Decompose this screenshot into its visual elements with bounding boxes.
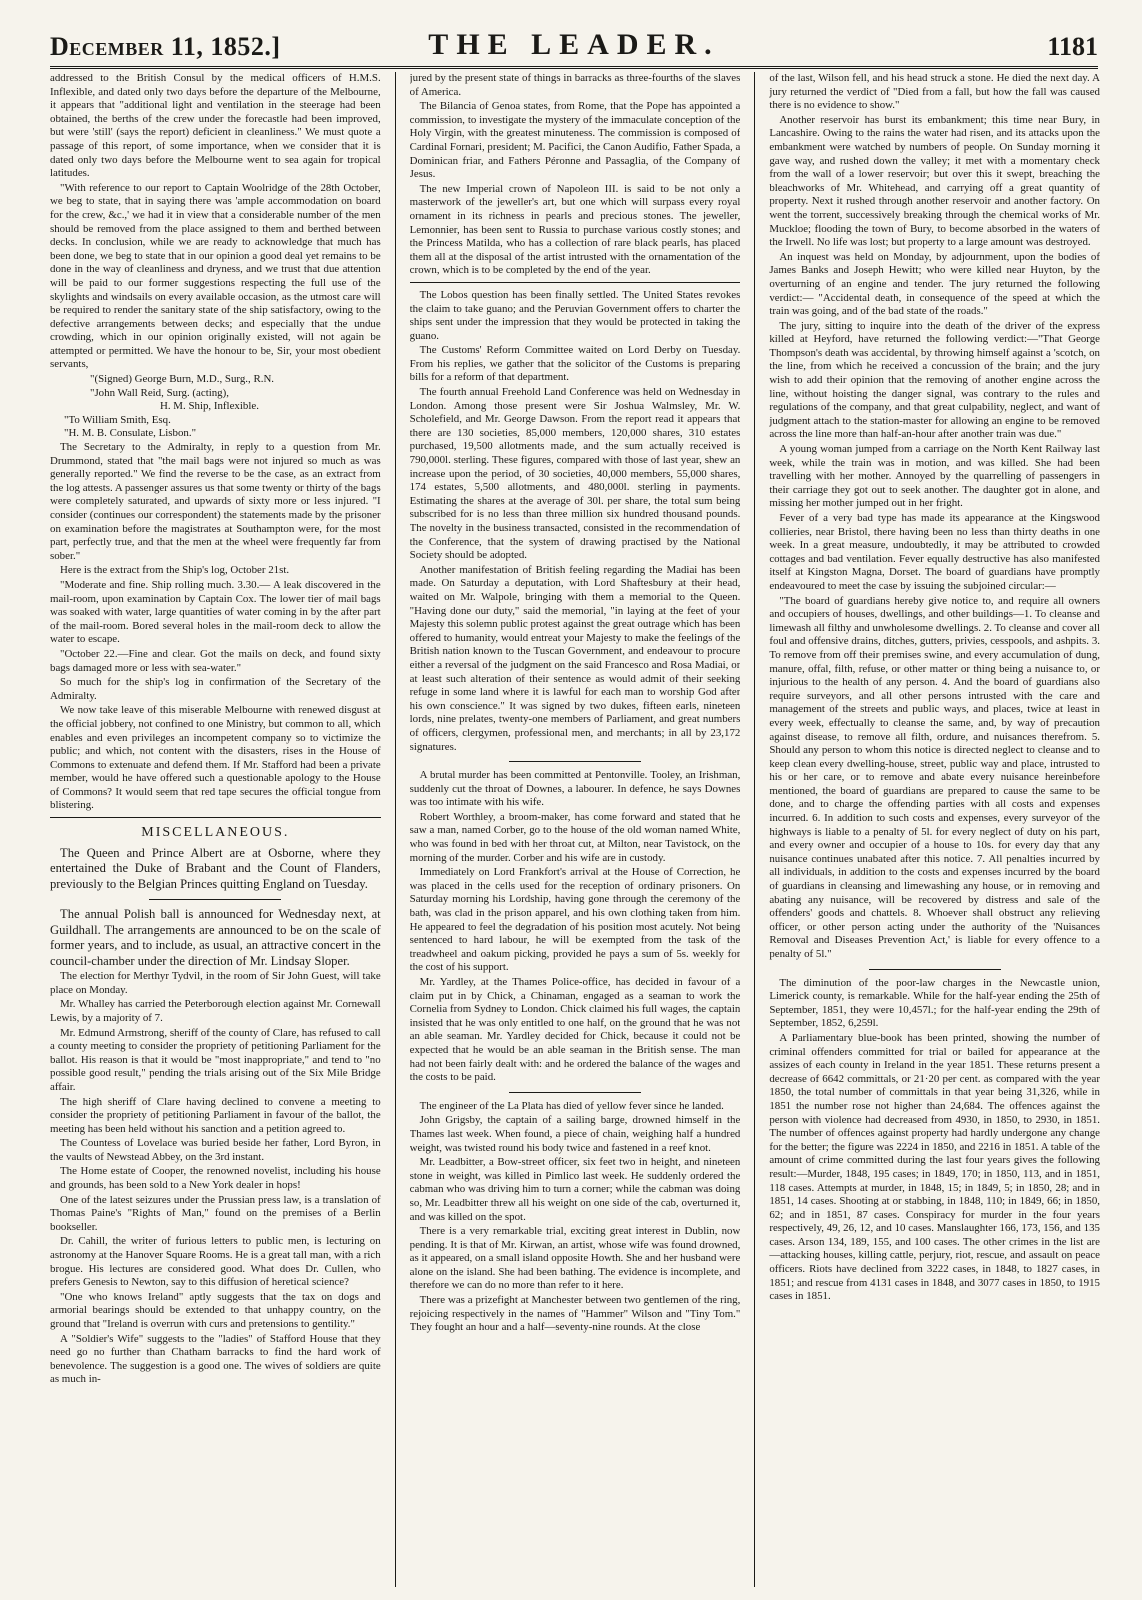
signature: "John Wall Reid, Surg. (acting), — [90, 386, 229, 399]
paragraph: The election for Merthyr Tydvil, in the room of Sir John Guest, will take place on Monday. — [50, 970, 381, 996]
paragraph: John Grigsby, the captain of a sailing barge, drowned himself in the Thames last week. When found, a piece of chain, weighing half a hundred weight, was twisted round his body twice and fastened in a reef knot. — [409, 1114, 741, 1154]
address-line: "H. M. B. Consulate, Lisbon." — [64, 427, 197, 440]
paragraph: Mr. Whalley has carried the Peterborough election against Mr. Cornewall Lewis, by a majority of 7. — [50, 998, 381, 1024]
paragraph: "Moderate and fine. Ship rolling much. 3.30.— A leak discovered in the mail-room, upon examination by Captain Cox. The lower tier of mail bags was soaked with water, large quantities of water coming in by the after part of the mail-room. Bored several holes in the mail-room deck to allow the water to escape. — [50, 578, 381, 646]
paragraph: The engineer of the La Plata has died of yellow fever since he landed. — [419, 1099, 724, 1112]
article-columns — [50, 72, 1100, 1587]
paragraph: jured by the present state of things in barracks as three-fourths of the slaves of America. — [409, 72, 741, 98]
signature: H. M. Ship, Inflexible. — [160, 400, 259, 413]
paragraph: The fourth annual Freehold Land Conference was held on Wednesday in London. Among those present were Sir Joshua Walmsley, Mr. W. Scholefield, and Mr. George Dawson. From the report read it appears that there are 130 societies, 85,000 members, 120,000 shares, 310 estates purchased, 19,500 allotments made, and the sum actually received is 790,000l. sterling. These figures, compared with those of last year, shew an increase upon the period, of 30 societies, 40,000 members, 55,000 shares, 174 estates, 5,500 allotments, and 480,000l. sterling in payments. Estimating the shares at the average of 30l. per share, the total sum being subscribed for is no less than three million six hundred thousand pounds. The novelty in the business transacted, consisted in the recommendation of the Conference, that the system of drawing practised by the National Society should be adopted. — [409, 386, 741, 562]
rule — [869, 969, 1001, 970]
paragraph: Immediately on Lord Frankfort's arrival at the House of Correction, he was placed in the cells used for the reception of ordinary prisoners. On Saturday morning his Lordship, having gone through the ceremony of the bath, was clad in the prison apparel, and his own clothing taken from him. He appeared to feel the degradation of his position most acutely. Not being sentenced to hard labour, he will be exempted from the task of the treadwheel and oakum picking, provided he pays a sum of 5s. weekly for the cost of his support. — [409, 866, 741, 974]
masthead — [50, 22, 1098, 69]
paragraph: Fever of a very bad type has made its appearance at the Kingswood collieries, near Bristol, there having been no less than thirty deaths in one week. In a great measure, undoubtedly, it may be attributed to crowded cottages and bad ventilation. Fever equally destructive has also manifested itself at Kingston Magna, Dorset. The board of guardians have promptly endeavoured to meet the case by issuing the subjoined circular:— — [769, 512, 1100, 592]
paragraph: "October 22.—Fine and clear. Got the mails on deck, and found sixty bags damaged more or less with sea-water." — [50, 647, 381, 674]
page-number: 1181 — [1047, 32, 1098, 61]
paragraph: So much for the ship's log in confirmation of the Secretary of the Admiralty. — [50, 676, 381, 702]
signature: "(Signed) George Burn, M.D., Surg., R.N. — [90, 373, 275, 386]
column-rule — [754, 72, 755, 1587]
paragraph: The Customs' Reform Committee waited on Lord Derby on Tuesday. From his replies, we gather that the solicitor of the Customs is preparing bills for a reform of that department. — [409, 344, 741, 384]
paragraph: The Queen and Prince Albert are at Osborne, where they entertained the Duke of Brabant and the Count of Flanders, previously to the Belgian Princes quitting England on Tuesday. — [50, 845, 381, 891]
section-heading: MISCELLANEOUS. — [141, 825, 290, 841]
section-divider — [410, 282, 741, 283]
paragraph: Dr. Cahill, the writer of furious letters to public men, is lecturing on astronomy at the Hanover Square Rooms. He is a great tall man, with a rich brogue. His lectures are considered good. What does Dr. Cullen, who prefers Genesis to Newton, say to this diffusion of heretical science? — [50, 1235, 381, 1289]
address-line: "To William Smith, Esq. — [64, 413, 171, 426]
paragraph: Another reservoir has burst its embankment; this time near Bury, in Lancashire. Owing to the rains the water had risen, and its attacks upon the embankment were watched by numbers of people. On Sunday morning it gave way, and rushed down the valley; it met with a momentary check from the wall of a lower reservoir; but over this it swept, breaching the bleachworks of Mr. Whitehead, and carrying off a great quantity of property. Next it rushed through another reservoir and another factory. On went the torrent, successively breaking through the chemical works of Mr. Muckloe; flooding the town of Bury, to become absorbed in the waters of the Irwell. No life was lost; but property to a large amount was destroyed. — [769, 113, 1100, 249]
paragraph: addressed to the British Consul by the medical officers of H.M.S. Inflexible, and dated only two days before the departure of the Melbourne, it appears that "additional light and ventilation in the steerage had been obtained, the berths of the crew under the forecastle had been improved, but were 'still' (says the report) deficient in cleanliness." We must quote a passage of this report, of some importance, when we consider that it is dated only two days before the Melbourne went to sea again for tropical latitudes. — [50, 72, 381, 180]
paragraph: A "Soldier's Wife" suggests to the "ladies" of Stafford House that they need go no further than Chatham barracks to find the hard work of benevolence. The suggestion is a good one. The wives of soldiers are quite as much in- — [50, 1332, 381, 1386]
section-divider — [50, 817, 381, 818]
paragraph: An inquest was held on Monday, by adjournment, upon the bodies of James Banks and Joseph Hewitt; who were killed near Huyton, by the overturning of an engine and tender. The jury returned the following verdict:— "Accidental death, in consequence of the speed at which the train was going, and of the bad state of the roads." — [769, 250, 1100, 318]
paragraph: The annual Polish ball is announced for Wednesday next, at Guildhall. The arrangements are announced to be on the scale of former years, and to include, as usual, an attractive concert in the council-chamber under the direction of Mr. Lindsay Sloper. — [50, 907, 381, 968]
paragraph: There is a very remarkable trial, exciting great interest in Dublin, now pending. It is that of Mr. Kirwan, an artist, whose wife was found drowned, as it appeared, on a small island opposite Howth. She and her husband were alone on the island. She had been bathing. The evidence is incomplete, and therefore we can do no more than refer to it here. — [409, 1225, 741, 1292]
paragraph: A Parliamentary blue-book has been printed, showing the number of criminal offenders committed for trial or bailed for appearance at the assizes of each county in Ireland in the year 1851. These returns present a decrease of 6642 committals, or 21·20 per cent. as compared with the year 1850, the total number of committals in that year being 31,326, while in 1851 the number rose not higher than 24,684. The offences against the person with violence had decreased from 4930, in 1850, to 2930, in 1851. The number of offences against property had hardly undergone any change for the better; the figure was 2224 in 1850, and 2216 in 1851. A table of the amount of crime committed during the last four years gives the following result:—Murder, 1848, 195 cases; in 1849, 170; in 1850, 113, and in 1851, 118 cases. Attempts at murder, in 1848, 15; in 1849, 5; in 1850, 28; and in 1851, 14 cases. Shooting at or stabbing, in 1848, 110; in 1849, 66; in 1850, 62; and in 1851, 87 cases. Conspiracy for murder in the four years respectively, 49, 26, 12, and 10 cases. Manslaughter 166, 173, 156, and 135 cases. Arson 134, 189, 155, and 100 cases. The other crimes in the list are —attacking houses, killing cattle, perjury, riot, rescue, and assault on peace officers. Riots have declined from 3222 cases, in 1848, to 1827 cases, in 1851; and rescue from 4131 cases in 1848, and 3077 cases in 1850, to 1915 cases in 1851. — [769, 1031, 1100, 1303]
paragraph: The diminution of the poor-law charges in the Newcastle union, Limerick county, is remarkable. While for the half-year ending the 25th of September, 1851, they were 10,457l.; for the half-year ending the 29th of September, 1852, 6,259l. — [769, 976, 1100, 1030]
paragraph: Mr. Edmund Armstrong, sheriff of the county of Clare, has refused to call a county meeting to consider the propriety of petitioning Parliament for the ballot. His reason is that it would be "most inappropriate," and tend to "no possible good result," pending the trials arising out of the Six Mile Bridge affair. — [50, 1026, 381, 1093]
paragraph: The new Imperial crown of Napoleon III. is said to be not only a masterwork of the jeweller's art, but one which will surpass every royal ornament in its richness in pearls and precious stones. The jeweller, Lemonnier, has been sent to Russia to purchase various costly stones; and the Princess Matilda, who has a collection of rare black pearls, has placed them all at the disposal of the artist intrusted with the ornamentation of the crown, which is to be completed by the end of the year. — [409, 182, 741, 277]
column-3 — [769, 72, 1100, 1587]
issue-date: December 11, 1852.] — [50, 32, 281, 61]
paragraph: A young woman jumped from a carriage on the North Kent Railway last week, while the train was in motion, and was killed. She had been travelling with her mother. Annoyed by the quarrelling of passengers in their carriage they got out to seek another. The daughter got in alone, and missing her mother jumped out in her fright. — [769, 443, 1100, 510]
paragraph: A brutal murder has been committed at Pentonville. Tooley, an Irishman, suddenly cut the throat of Downes, a labourer. In defence, he says Downes was too intimate with his wife. — [409, 769, 741, 809]
rule — [509, 761, 641, 762]
column-rule — [395, 72, 396, 1587]
paragraph: "One who knows Ireland" aptly suggests that the tax on dogs and armorial bearings should be extended to that unhappy country, on the ground that "Ireland is overrun with curs and pretensions to gentility." — [50, 1290, 381, 1330]
paragraph: The Lobos question has been finally settled. The United States revokes the claim to take guano; and the Peruvian Government offers to charter the ships sent under the impression that they would be protected in taking the guano. — [409, 288, 741, 342]
paragraph: The Secretary to the Admiralty, in reply to a question from Mr. Drummond, stated that "the mail bags were not injured so much as was generally reported." We find the reverse to be the case, as an extract from the log attests. A passenger assures us that some twenty or thirty of the bags were completely saturated, and upwards of sixty more or less injured. "I consider (continues our correspondent) the statements made by the prisoner on examination before the magistrates at Southampton were, for the most part, perfectly true, and that the men at the wheel were frequently far from sober." — [50, 441, 381, 562]
paragraph: There was a prizefight at Manchester between two gentlemen of the ring, rejoicing respectively in the names of "Hammer" Wilson and "Tiny Tom." They fought an hour and a half—seventy-nine rounds. At the close — [409, 1294, 741, 1334]
paragraph: We now take leave of this miserable Melbourne with renewed disgust at the official jobbery, not confined to one Ministry, but common to all, which enables and even privileges an incompetent company so to victimize the public; and which, not content with the disasters, rises in the House of Commons to extenuate and defend them. If Mr. Stafford had been a private member, would he have offered such a questionable apology to the House of Commons? It would seem that red tape secures the official tongue from blistering. — [50, 704, 381, 812]
paragraph: The high sheriff of Clare having declined to convene a meeting to consider the propriety of petitioning Parliament in favour of the ballot, the meeting has been held without his sanction and a petition agreed to. — [50, 1095, 381, 1135]
paragraph: Here is the extract from the Ship's log, October 21st. — [60, 564, 290, 577]
paragraph: The Countess of Lovelace was buried beside her father, Lord Byron, in the vaults of Newstead Abbey, on the 3rd instant. — [50, 1137, 381, 1163]
paragraph: The Bilancia of Genoa states, from Rome, that the Pope has appointed a commission, to investigate the mystery of the immaculate conception of the Holy Virgin, with the greatest minuteness. The commission is composed of Cardinal Fornari, president; M. Pacifici, the Canon Audifio, Father Spada, a Dominican friar, and Fathers Péronne and Passaglia, of the Company of Jesus. — [409, 100, 741, 181]
paragraph: The jury, sitting to inquire into the death of the driver of the express killed at Heyford, have returned the following verdict:—"That George Thompson's death was accidental, by throwing himself against a 'scotch, on the line, from which he received a concussion of the brain; and the jury wish to add their opinion that the removing of another engine across the line, without hoisting the danger signal, was contrary to the rules and regulations of the company, and that great culpability, neglect, and want of judgment attach to the station-master for allowing an engine to be removed across the line more than half-an-hour after another train was due." — [769, 319, 1100, 441]
paragraph: Mr. Leadbitter, a Bow-street officer, six feet two in height, and nineteen stone in weight, was killed in Pimlico last week. He suddenly ordered the cabman who was driving him to turn a corner; while the cabman was doing so, Mr. Leadbitter threw all his weight on one side of the cab, overturned it, and was killed on the spot. — [409, 1156, 741, 1223]
paragraph: Robert Worthley, a broom-maker, has come forward and stated that he saw a man, named Corber, go to the house of the old woman named White, who was found in bed with her throat cut, at Milton, near Tavistock, on the morning of the murder. Corber and his wife are in custody. — [409, 810, 741, 864]
rule — [149, 899, 281, 900]
paragraph: One of the latest seizures under the Prussian press law, is a translation of Thomas Paine's "Rights of Man," found on the premises of a Berlin bookseller. — [50, 1193, 381, 1233]
column-1 — [50, 72, 381, 1587]
rule — [509, 1092, 641, 1093]
paragraph: of the last, Wilson fell, and his head struck a stone. He died the next day. A jury returned the verdict of "Died from a fall, but how the fall was caused there is no evidence to show." — [769, 72, 1100, 112]
column-2 — [410, 72, 741, 1587]
paragraph: Mr. Yardley, at the Thames Police-office, has decided in favour of a claim put in by Chick, a Chinaman, engaged as a seaman to work the Cornelia from Sydney to London. Chick claimed his full wages, the captain insisted that he was only entitled to one half, on the ground that he was not an able seaman. Mr. Yardley decided for Chick, because it could not be expected that he would be an able seaman in the British sense. The man had not been fairly dealt with: and he ordered the balance of the wages and the costs to be paid. — [409, 976, 741, 1084]
paragraph: "The board of guardians hereby give notice to, and require all owners and occupiers of houses, dwellings, and other buildings—1. To cleanse and limewash all filthy and unwholesome dwellings. 2. To cleanse and cover all foul and offensive drains, ditches, gutters, privies, cesspools, and ashpits. 3. To remove from off their premises swine, and every accumulation of dung, manure, offal, filth, refuse, or other matter or thing being a nuisance to, or injurious to the health of any person. 4. And the board of guardians also require surveyors, and all other persons intrusted with the care and management of the streets and public ways, and places, twice at least in every week, effectually to cleanse the same, and, by way of precaution against disease, to remove all filth, ordure, and nuisances therefrom. 5. Should any person to whom this notice is directed neglect to cleanse and to keep clean every dwelling-house, street, public way and place, intrusted to his or her care, or to remove and abate every nuisance hereinbefore mentioned, the board of guardians are prepared to cause the same to be done, and to charge the offending parties with all costs and expenses incurred. 6. In addition to such costs and expenses, every surveyor of the highways is liable to a penalty of 5l. for every neglect of duty on his part, and every owner and occupier of a house to 10s. for every day that any nuisance continues unabated after this notice. 7. All penalties incurred by all individuals, in addition to the costs and expenses incurred by the board of guardians in cleansing and limewashing any house, or in removing and abating any nuisance, will be recovered by distress and sale of the offenders' goods and chattels. 8. Whoever shall obstruct any relieving officer, or other person acting under the authority of the 'Nuisances Removal and Diseases Prevention Act,' is liable for every offence to a penalty of 5l." — [769, 594, 1100, 960]
newspaper-title: THE LEADER. — [428, 28, 720, 61]
paragraph: "With reference to our report to Captain Woolridge of the 28th October, we beg to state, that in saying there was 'ample accommodation on board for the crew, &c.,' we had it in view that a considerable number of the men should be removed from the place assigned to them and berthed between decks. In conclusion, while we are ready to acknowledge that much has been done, we beg to state that in our opinion a good deal yet remains to be done in the way of cleanliness and dryness, and we trust that due attention will be paid to our former suggestions respecting the full use of the skylights and windsails on every available occasion, as the utmost care will be required to render the sanitary state of the ship satisfactory, owing to the defective arrangements between decks; and especially that the undue crowding, which in our opinion originally existed, will not again be attempted or permitted. We have the honour to be, Sir, your most obedient servants, — [50, 181, 381, 371]
paragraph: The Home estate of Cooper, the renowned novelist, including his house and grounds, has been sold to a New York dealer in hops! — [50, 1165, 381, 1192]
paragraph: Another manifestation of British feeling regarding the Madiai has been made. On Saturday a deputation, with Lord Shaftesbury at their head, waited on Mr. Walpole, bringing with them a memorial to the Queen. "Having done our duty," said the memorial, "in laying at the feet of your Majesty this solemn public protest against the great outrage which has been offered to humanity, would entreat your Majesty to make the feelings of the British nation known to the Tuscan Government, and endeavour to procure either a reversal of the judgment on the said Francesco and Rosa Madiai, or at least such alteration of their sentence as would admit of their seeking refuge in some land where it is lawful for each man to worship God after his own conscience." It was signed by two dukes, fifteen earls, nineteen lords, nine prelates, twenty-one members of Parliament, and great numbers of officers, clergymen, professional men, and merchants; in all by 23,172 signatures. — [409, 563, 741, 753]
